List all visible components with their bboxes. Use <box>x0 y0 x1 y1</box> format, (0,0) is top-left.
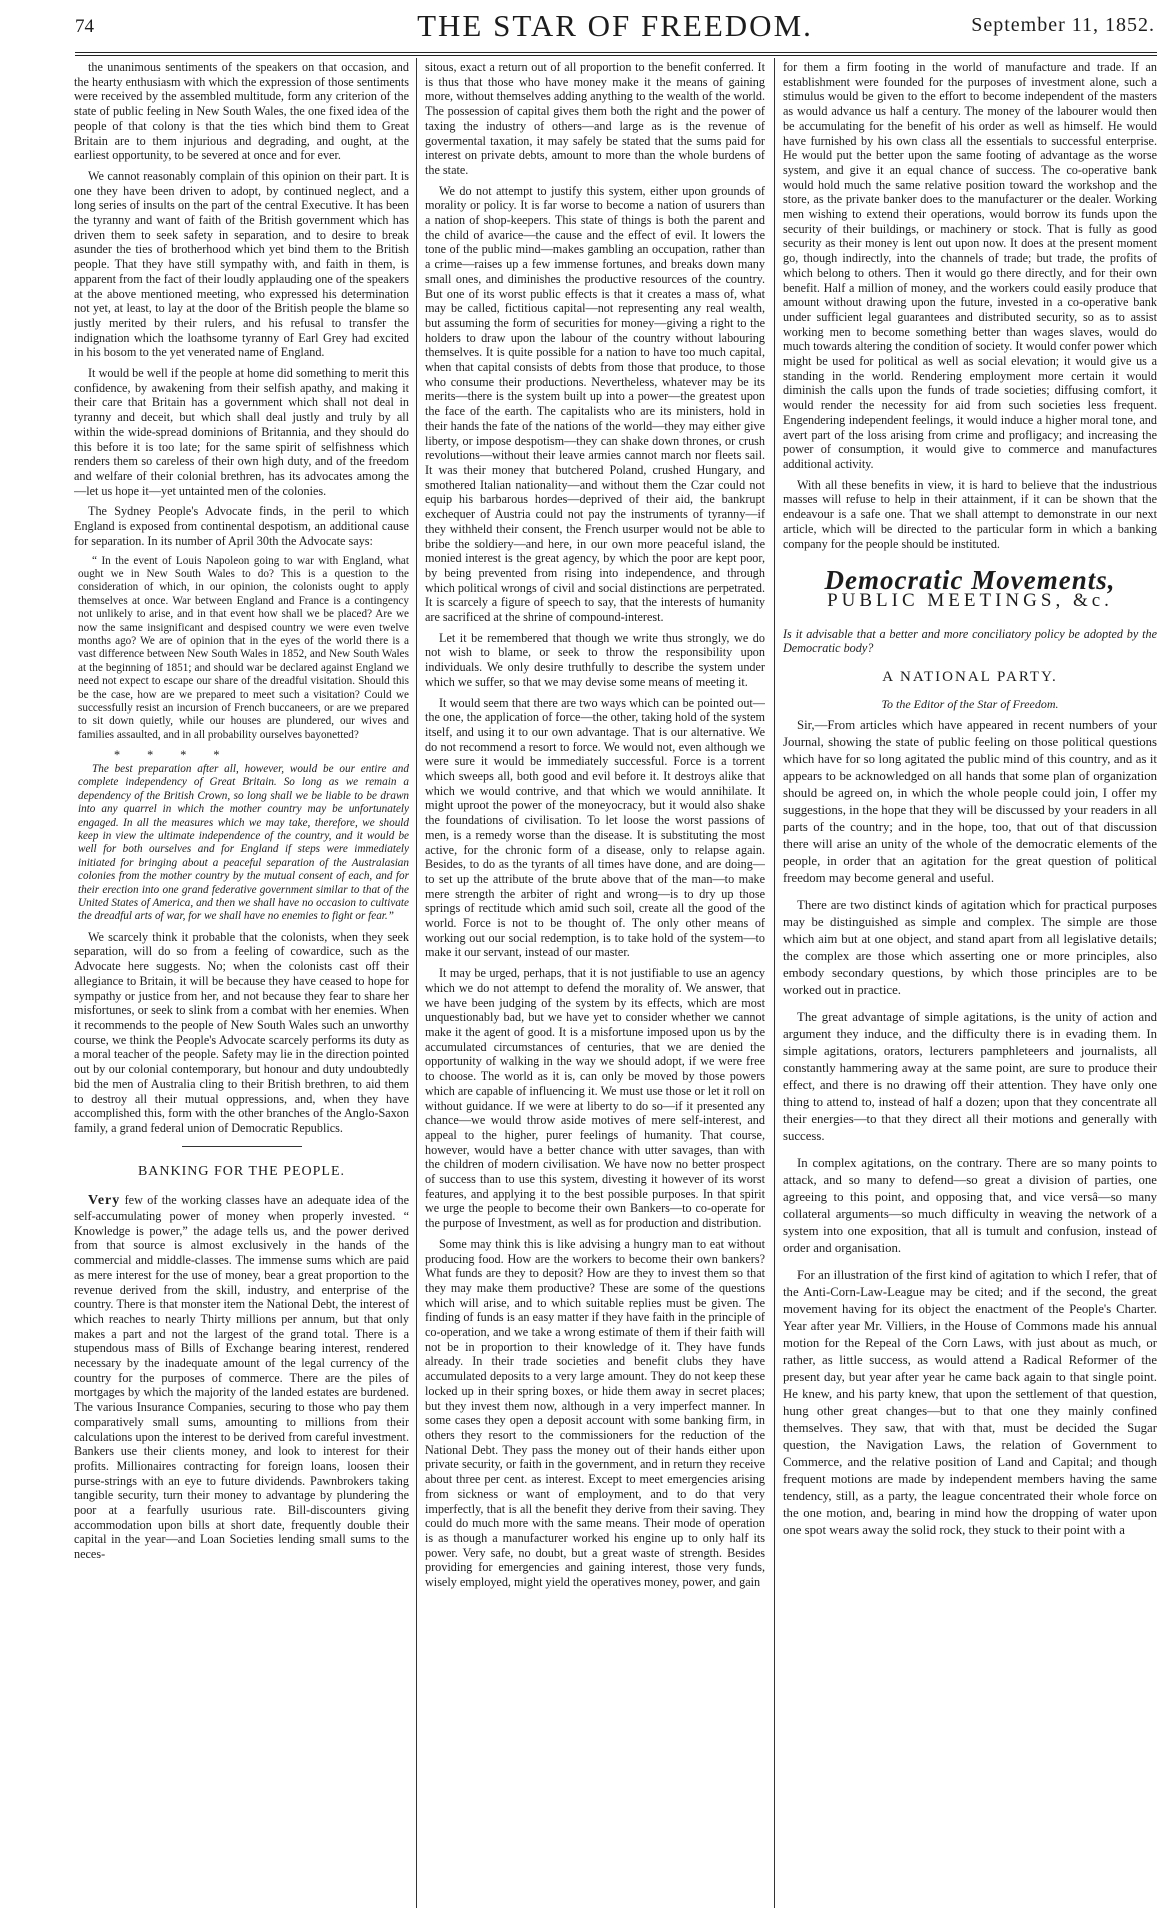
letter-paragraph: Sir,—From articles which have appeared in recent numbers of your Journal, showing the state of public feeling on those political questions which have for so long agitated the public mind of this country, and as it appears to be acknowledged on all hands that some plan of organization should be agreed on, in which the whole people could join, I offer my suggestions, in the hope that they will be discussed by your readers in all parts of the country; and in the hope, too, that out of that discussion there will arise an unity of the whole of the democratic elements of the people, in order that an agitation for the great question of political freedom may become general and useful. <box>783 718 1157 886</box>
column-3 <box>783 60 1157 1549</box>
masthead-title: THE STAR OF FREEDOM. <box>417 8 813 43</box>
section-rule <box>182 1146 302 1147</box>
column-2 <box>425 60 765 1596</box>
page-number: 74 <box>75 16 94 37</box>
column-1 <box>74 60 409 1568</box>
article-paragraph: It would seem that there are two ways which can be pointed out—the one, the application of force—the other, taking hold of the system itself, and using it to our own advantage. That is our alternative. We do not recommend a resort to force. We would not, even although we were sure it would be immediately successful. Force is a torrent which sweeps all, both good and evil before it. It destroys alike that which we would contrive, and that which we would annihilate. It might uproot the power of the moneyocracy, but it would also shake the foundations of civilisation. To let loose the worst passions of men, is a remedy worse than the disease. It is substituting the most active, for the chronic form of a disease, only to relapse again. Besides, to do as the tyrants of all times have done, and are doing—to set up the attribute of the brute above that of the man—to make mere strength the arbiter of right and wrong—is to dry up those springs of rectitude which amid such soil, create all the good of the world. Force is not to be thought of. The only other means of working out our social redemption, is to take hold of the system—to make it our servant, instead of our master. <box>425 695 765 960</box>
ellipsis-stars: * * * * <box>114 748 232 763</box>
letter-title: A NATIONAL PARTY. <box>882 669 1058 686</box>
article-paragraph: It may be urged, perhaps, that it is not justifiable to use an agency which we do not attempt to defend the morality of. We answer, that we have been judging of the system by its effects, which are most unquestionably bad, but we have yet to consider whether we cannot make it the agent of good. It is a misfortune imposed upon us by the accumulated circumstances of centuries, that we are denied the opportunity of walking in the way we should adopt, if we were free to choose. The world as it is, can only be moved by those powers which are capable of influencing it. We must use those or let it roll on without guidance. If we were at liberty to do so—if it presented any chance—we would throw aside motives of mere self-interest, and appeal to the higher, purer feelings of humanity. That course, however, would have a better chance with utter savages, than with the children of modern civilisation. We have now no better prospect of success than to use this system, divesting it however of its worst features, and applying it to the best possible purposes. In that spirit we urge the people to become their own Bankers—to co-operate for the purpose of Investment, as well as for production and distribution. <box>425 966 765 1231</box>
letter-paragraph: In complex agitations, on the contrary. There are so many points to attack, and so many to defend—so great a division of parties, one agreeing to this point, and opposing that, and vice versâ—so many collateral arguments—so much difficulty in weaving the network of a system into one exposition, that all is tumult and confusion, instead of order and organisation. <box>783 1156 1157 1256</box>
banking-heading: BANKING FOR THE PEOPLE. <box>137 1163 346 1179</box>
quoted-paragraph: The best preparation after all, however, would be our entire and complete independency of Great Britain. So long as we remain a dependency of the British Crown, so long shall we be liable to be drawn into any quarrel in which the mother country may be unfortunately engaged. In all the measures which we may take, therefore, we should keep in view the ultimate independence of the country, and it would be well for both ourselves and for England if steps were immediately initiated for bringing about a peaceful separation of the Australasian colonies from the mother country by the mutual consent of each, and for their erection into one grand federative government similar to that of the United States of America, and then we shall have no occasion to cultivate the dreadful arts of war, for we shall have no enemies to fight or fear.” <box>78 762 409 923</box>
letter-paragraph: For an illustration of the first kind of agitation to which I refer, that of the Anti-Corn-Law-League may be cited; and if the second, the great movement having for its object the enactment of the People's Charter. Year after year Mr. Villiers, in the House of Commons made his annual motion for the Repeal of the Corn Laws, with just about as much, or rather, as little success, as would attend a Radical Reformer of the present day, but year after year he came back again to that single point. He knew, and his party knew, that upon the settlement of that question, hung other great changes—but to that one they mainly confined themselves. They saw, that with that, must be decided the Sugar question, the Navigation Laws, the relation of Government to Commerce, and the relative position of Land and Capital; and though frequent motions are made by independent members having the same tendency, still, as a party, the league concentrated their whole force on the one motion, and, bearing in mind how the dropping of water upon one spot wears away the solid rock, they stuck to their point with a <box>783 1268 1157 1538</box>
section-heading-gothic: Democratic Movements, <box>824 565 1116 596</box>
article-text: few of the working classes have an adequate idea of the self-accumulating power of money when properly invested. “ Knowledge is power,” the adage tells us, and the power derived from that source is almost exclusively in the hands of the commercial and middle-classes. The immense sums which are paid as mere interest for the use of money, bear a great proportion to the revenue derived from the skill, industry, and enterprise of the country. There is that monster item the National Debt, the interest of which reaches to nearly Thirty millions per annum, but that only makes a part and not the largest of the grand total. There is a stupendous mass of Bills of Exchange bearing interest, rendered necessary by the inadequate amount of the legal currency of the country for the purposes of commerce. There are the piles of mortgages by which the majority of the landed estates are burdened. The various Insurance Companies, securing to those who pay them comparatively small sums, amounting to millions from their calculations upon the interest to be derived from careful investment. Bankers use their clients money, and look to interest for their profits. Millionaires contracting for foreign loans, loosen their purse-strings with an eye to future dividends. Pawnbrokers taking tangible security, turn their money to advantage by plundering the poor at a fearfully usurious rate. Bill-discounters giving accommodation upon bills at short date, frequently double their capital in the year—and Loan Societies lending small sums to the neces- <box>74 1193 409 1562</box>
page-header <box>75 4 1155 52</box>
article-paragraph: The Sydney People's Advocate finds, in the peril to which England is exposed from continental despotism, an additional cause for separation. In its number of April 30th the Advocate says: <box>74 504 409 548</box>
editor-line: To the Editor of the Star of Freedom. <box>881 696 1059 711</box>
article-paragraph: We scarcely think it probable that the colonists, when they seek separation, will do so from a feeling of cowardice, such as the Advocate here suggests. No; when the colonists cast off their allegiance to Britain, it will be because they have ceased to hope for sympathy or justice from her, and not because they fear to share her misfortunes, or seek to slink from a combat with her enemies. When it recommends to the people of New South Wales such an unworthy course, we think the People's Advocate scarcely performs its duty as a moral teacher of the people. Safety may lie in the direction pointed out by our colonial contemporary, but honour and duty undoubtedly bid the men of Australia cling to their British brethren, to aid them to destroy all their mutual oppressions, and, when they have accomplished this, form with the other branches of the Anglo-Saxon family, a grand federal union of Democratic Republics. <box>74 929 409 1135</box>
article-paragraph: With all these benefits in view, it is hard to believe that the industrious masses will refuse to help in their attainment, if it can be shown that the endeavour is a safe one. That we shall attempt to demonstrate in our next article, which will be directed to the particular form in which a banking company for the people should be instituted. <box>783 477 1157 551</box>
quoted-paragraph: “ In the event of Louis Napoleon going to war with England, what ought we in New South Wales to do? This is a question to the consideration of which, in our opinion, the colonists ought to apply themselves at once. War between England and France is a contingency not unlikely to arise, and in that event how shall we be placed? Are we now the same insignificant and despised country we were even twelve months ago? We are of opinion that in the eyes of the world there is a vast difference between New South Wales in 1852, and New South Wales at the beginning of 1851; and should war be declared against England we need not expect to escape our share of the dreadful visitation. Should this be the case, how are we prepared to meet such a visitation? Could we successfully resist an incursion of French buccaneers, or are we prepared to sit down quietly, while our houses are plundered, our wives and families assaulted, and in all probability ourselves bayonetted? <box>78 554 409 741</box>
letter-paragraph: There are two distinct kinds of agitation which for practical purposes may be distinguished as simple and complex. The simple are those which aim but at one object, and stand apart from all legislative details; the complex are those which asserting one or more principles, also embody secondary questions, by which those principles are to be worked out in practice. <box>783 898 1157 998</box>
section-subheading: PUBLIC MEETINGS, &c. <box>827 589 1113 611</box>
article-paragraph <box>74 1193 409 1562</box>
dropcap-word: Very <box>88 1193 121 1209</box>
article-paragraph: We cannot reasonably complain of this opinion on their part. It is one they have been driven to adopt, by continued neglect, and a long series of insults on the part of the central Executive. It has been the tyranny and want of faith of the British government which has driven them to seek safety in separation, and to desire to break asunder the ties of brotherhood which yet bind them to the British people. That they have still sympathy with, and faith in them, is apparent from the fact of their loudly applauding one of the speakers at the above mentioned meeting, who expressed his determination not yet, at least, to lay at the door of the British people the blame so justly merited by their rulers, and his refusal to transfer the indignation which the loathsome tyranny of Earl Grey had excited in his bosom to the yet venerated name of England. <box>74 168 409 360</box>
article-paragraph: It would be well if the people at home did something to merit this confidence, by awakening from their selfish apathy, and making it their care that Britain has a government which shall not deal in tyranny and deceit, but which shall deal justly and truly by all within the wide-spread dominions of Britannia, and they should do this before it is too late; for the same spirit of selfishness which renders them so careless of their own high duty, and of the freedom and welfare of their colonial brethren, has its advocates among the—let us hope it—yet untainted men of the colonies. <box>74 366 409 498</box>
column-divider <box>416 58 417 1908</box>
article-paragraph: sitous, exact a return out of all proportion to the benefit conferred. It is thus that those who have money make it the means of gaining more, without themselves adding anything to the wealth of the world. The possession of capital gives them both the right and the power of taxing the industry of others—and large as is the revenue of govermental taxation, it may safely be stated that the sums paid for interest on private debts, amount to more than the whole burdens of the state. <box>425 60 765 177</box>
column-divider <box>774 58 775 1908</box>
question-line: Is it advisable that a better and more conciliatory policy be adopted by the Democratic body? <box>783 626 1157 656</box>
article-paragraph: Some may think this is like advising a hungry man to eat without producing food. How are the workers to become their own bankers? What funds are they to deposit? How are they to invest them so that they may make them productive? These are some of the questions which will arise, and to which suitable replies must be given. The finding of funds is an easy matter if they have faith in the principle of co-operation, and we take a wrong estimate of them if their faith will not be in proportion to their knowledge of it. They have funds already. In their trade societies and benefit clubs they have accumulated deposits to a very large amount. They do not keep these locked up in their spring boxes, or hide them away in secret places; but they invest them now, although in a very imperfect manner. In some cases they open a deposit account with some banking firm, in others they resort to the commissioners for the reduction of the National Debt. They pass the money out of their hands either upon private security, or faith in the government, and in return they receive about three per cent. as interest. Except to meet emergencies arising from sickness or want of employment, and to do that very imperfectly, that is all the benefit they derive from their saving. They could do much more with the same means. Their mode of operation is as though a manufacturer worked his engine up to only half its power. Very safe, no doubt, but a great waste of strength. Besides providing for emergencies and gaining interest, those very funds, wisely employed, might yield the operatives money, power, and gain <box>425 1236 765 1590</box>
article-paragraph: for them a firm footing in the world of manufacture and trade. If an establishment were founded for the purposes of investment alone, such a stimulus would be given to the effort to become independent of the masters as would advance us half a century. The money of the labourer would then be accumulating for the benefit of his order as well as himself. He would have furnished by his own class all the essentials to successful enterprise. He would put the better upon the same footing of advantage as the worse system, and give it an equal chance of success. The co-operative bank would hold much the same relative position toward the workshop and the store, as the private banker does to the manufacturer or the dealer. Working men wishing to extend their operations, would borrow its funds upon the security of their buildings, or machinery or stock. That is fully as good security as their money is lent out upon now. It does at the present moment go, though indirectly, into the channels of trade; but trade, the profits of which belong to others. Then it would go there directly, and for their own benefit. Half a million of money, and the workers could easily produce that amount without drawing upon the future, invested in a co-operative bank under sufficient legal guarantees and distributed security, so as to assist working men to become something better than wages slaves, would do much towards altering the condition of society. It would confer power which might be used for political as well as social elevation; it would give us a standing in the world. Rendering employment more certain it would diminish the calls upon the funds of trade societies; diffusing comfort, it would render the necessity for aid from such societies less frequent. Engendering independent feelings, it would induce a higher moral tone, and avert part of the loss arising from crime and profligacy; and increasing the power of consumption, it would give to commerce and manufactures additional activity. <box>783 60 1157 471</box>
article-paragraph: We do not attempt to justify this system, either upon grounds of morality or policy. It is far worse to become a nation of usurers than a nation of shop-keepers. This state of things is both the parent and the child of avarice—the cause and the effect of evil. It lowers the tone of the public mind—makes gambling an occupation, rather than a crime—raises up a few immense fortunes, and breaks down many small ones, and diminishes the productive resources of the country. But one of its worst public effects is that it creates a mass of, what may be called, fictitious capital—not representing any real wealth, but assuming the form of securities for money—giving a right to the holders to draw upon the labour of the country without labouring themselves. It is quite possible for a nation to have too much capital, when that capital consists of debts from those that produce, to those who consume their productions. Nevertheless, whatever may be its merits—there is the system built up into a power—the greatest upon the face of the earth. The capitalists who are its ministers, hold in their hands the fate of the nations of the world—they may either give liberty, or impose despotism—they can shake down thrones, or crush revolutions—without their leave armies cannot march nor fleets sail. It was their money that butchered Poland, crushed Hungary, and smothered Italian nationality—and without them the Czar could not equip his barbarous hordes—deprived of their aid, the bankrupt exchequer of Austria could not pay the instruments of tyranny—if they withheld their consent, the French usurper would not be able to bribe the soldiery—and here, in our own more peaceful island, the monied interest is the great agency, by which the poor are kept poor, by being prevented from rising into independence, and through which political wrongs of civil and social distinctions are perpetrated. It is scarcely a figure of speech to say, that the interests of humanity are sacrificed at the shrine of compound-interest. <box>425 183 765 625</box>
article-paragraph: the unanimous sentiments of the speakers on that occasion, and the hearty enthusiasm with which the expression of those sentiments were received by the assembled multitude, form any criterion of the state of public feeling in New South Wales, the one fixed idea of the people of that colony is that the ties which bind them to Great Britain are to them injurious and degrading, and ought, at the earliest opportunity, to be severed at once and for ever. <box>74 60 409 163</box>
issue-date: September 11, 1852. <box>971 14 1155 36</box>
header-rule-2 <box>75 55 1157 56</box>
article-paragraph: Let it be remembered that though we write thus strongly, we do not wish to blame, or seek to throw the responsibility upon individuals. We only desire truthfully to describe the system under which we suffer, so that we may devise some means of meeting it. <box>425 630 765 689</box>
header-rule <box>75 52 1157 53</box>
letter-paragraph: The great advantage of simple agitations, is the unity of action and argument they induce, and the difficulty there is in evading them. In simple agitations, orators, lecturers pamphleteers and journalists, all constantly hammering away at the same point, are sure to produce their effect, and there is no drawing off their attention. They have only one thing to attend to, instead of half a dozen; upon that they concentrate all their energies—to that they direct all their motions and generally with success. <box>783 1010 1157 1144</box>
